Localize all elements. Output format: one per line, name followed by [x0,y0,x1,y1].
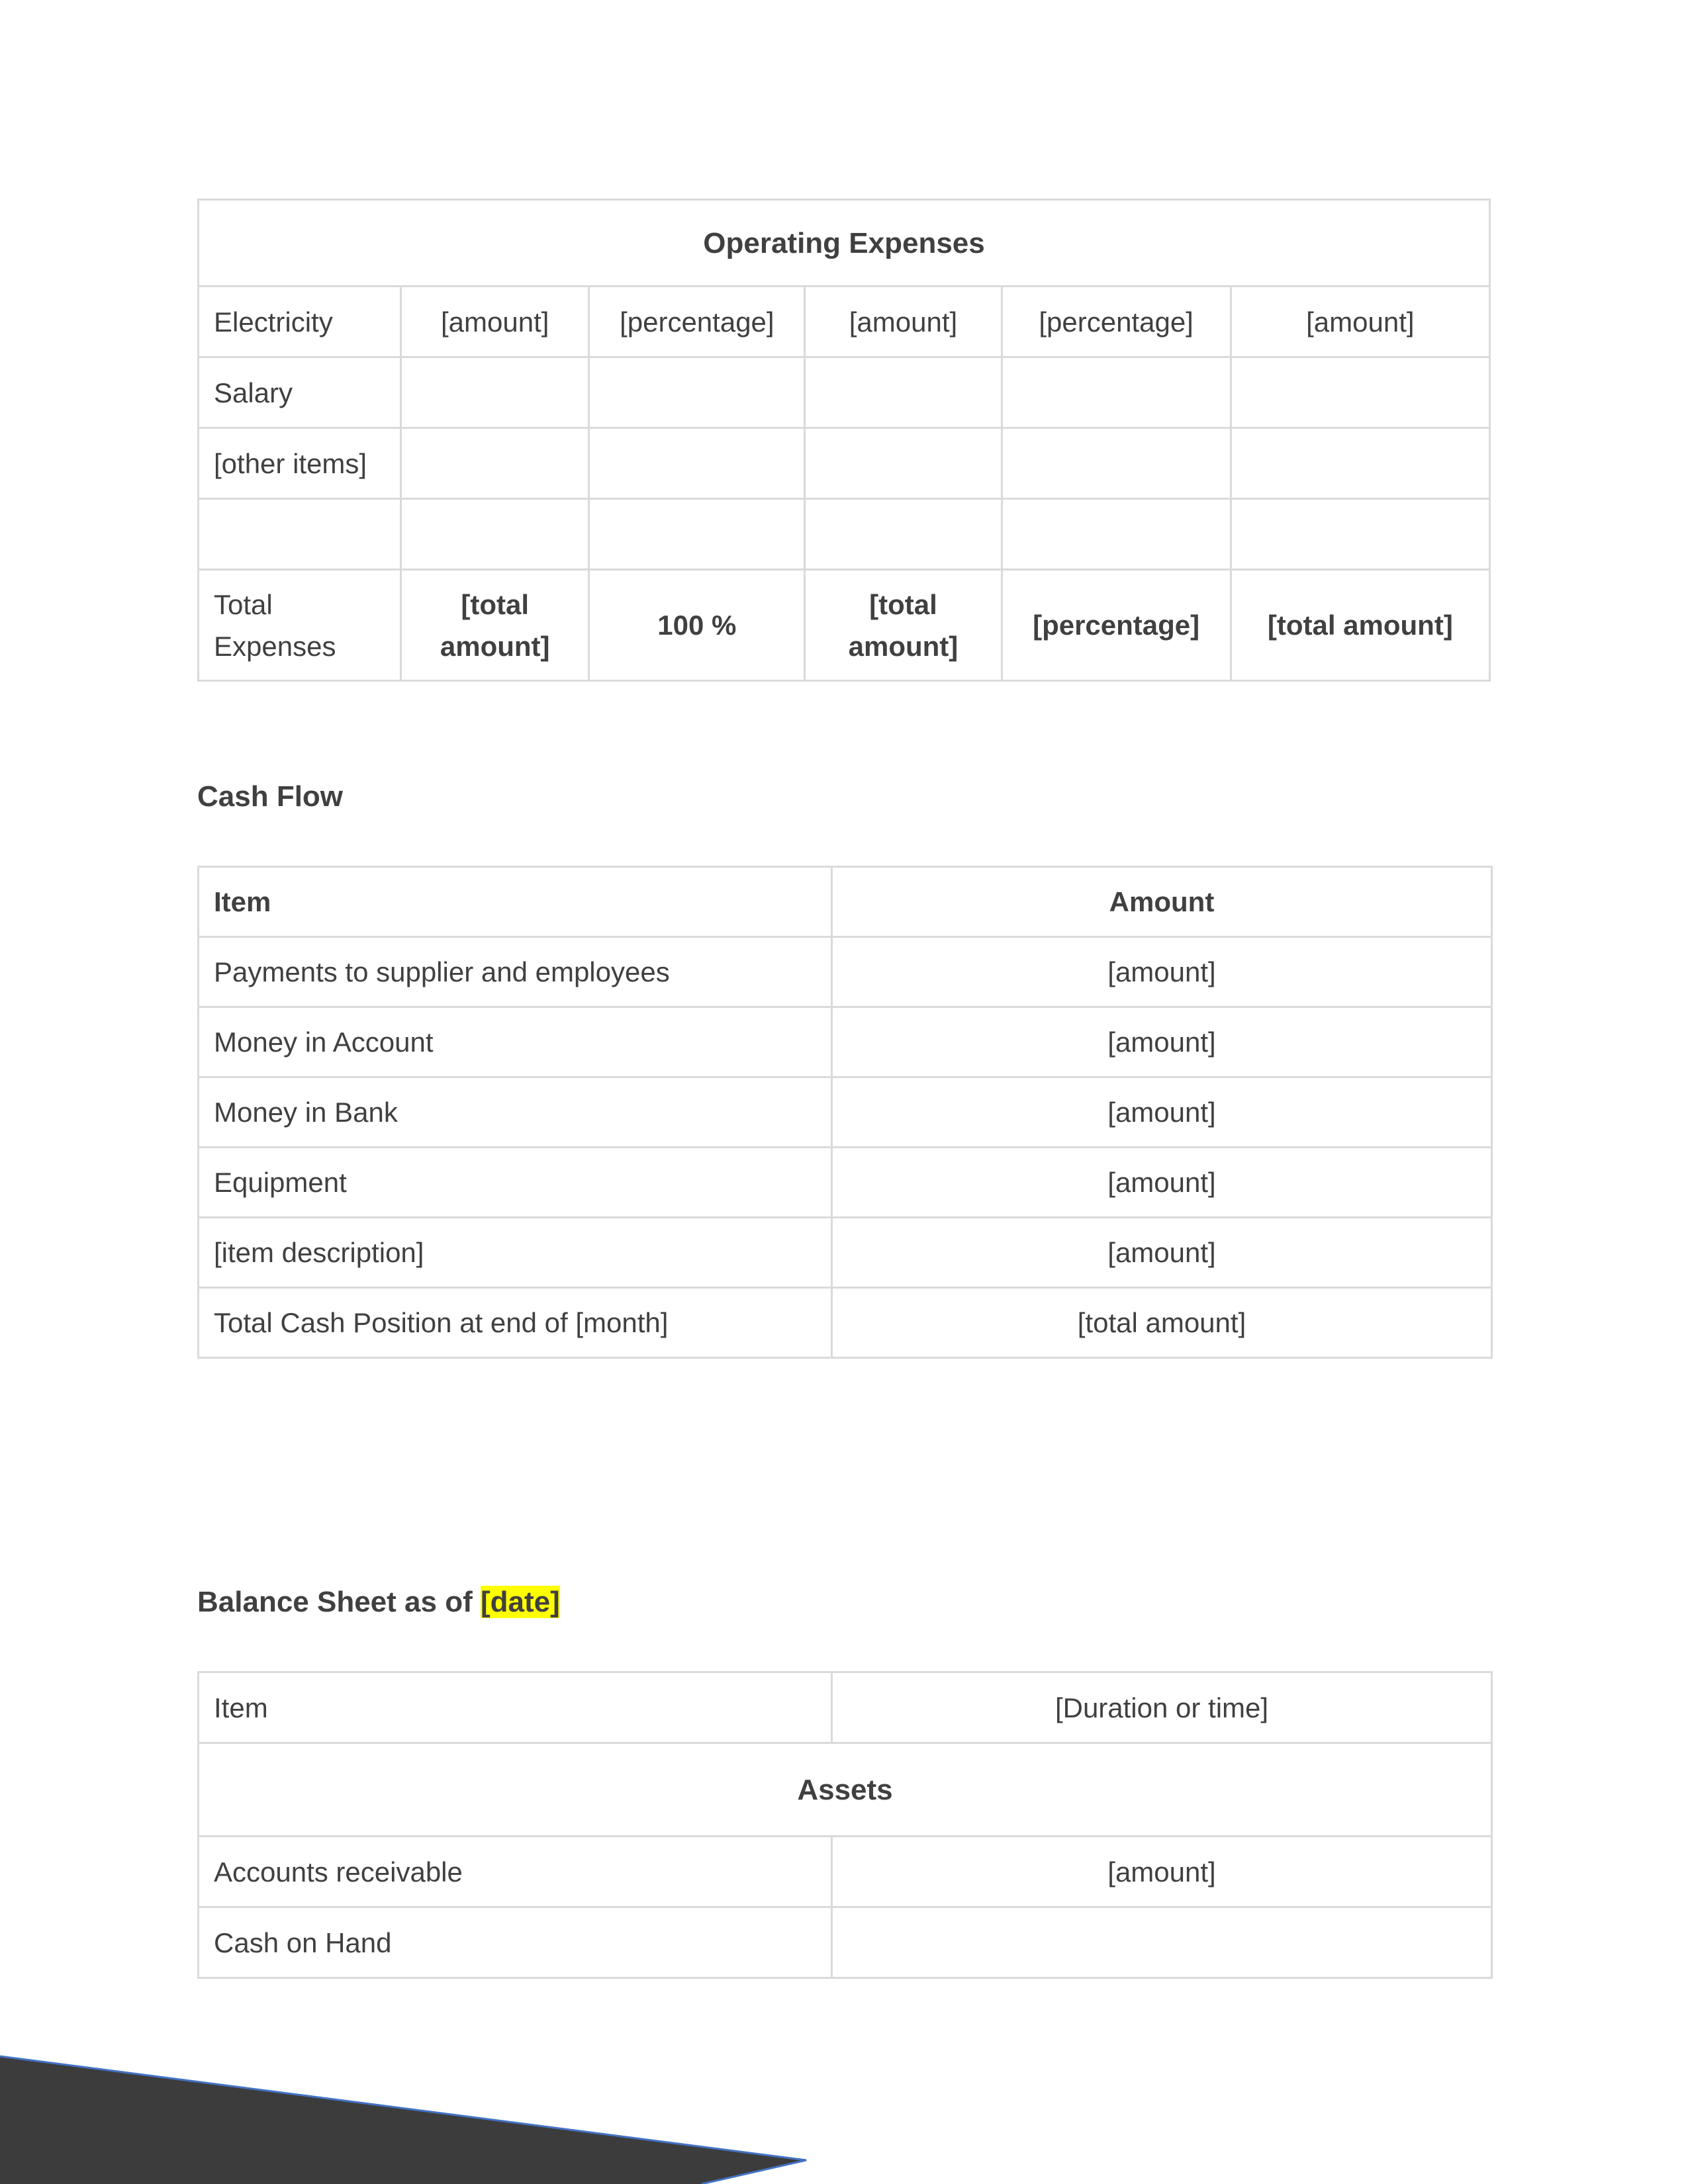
column-header-period: [Duration or time] [832,1672,1492,1743]
table-row [199,1288,1492,1358]
table-cell [805,428,1002,499]
item-cell: Accounts receivable [199,1837,832,1907]
total-cell: [total amount] [401,570,589,681]
row-label: [other items] [199,428,401,499]
section-row [199,1743,1492,1837]
table-row [199,1218,1492,1288]
row-label: Total Expenses [199,570,401,681]
item-cell: Equipment [199,1148,832,1218]
item-cell: Money in Bank [199,1077,832,1148]
table-cell [805,357,1002,428]
table-header-row [199,1672,1492,1743]
table-cell [401,428,589,499]
table-cell [1231,428,1489,499]
column-header-item: Item [199,1672,832,1743]
table-cell [1002,357,1231,428]
item-cell: Total Cash Position at end of [month] [199,1288,832,1358]
balance-sheet-date-placeholder: [date] [480,1586,560,1618]
table-cell [401,357,589,428]
total-expenses-row [199,570,1490,681]
table-cell [401,499,589,570]
table-row [199,357,1490,428]
table-row [199,428,1490,499]
table-cell: [amount] [1231,287,1489,357]
balance-sheet-heading [197,1582,560,1622]
table-cell [1231,357,1489,428]
row-label: Salary [199,357,401,428]
table-title-row [199,200,1490,287]
table-cell: [amount] [401,287,589,357]
table-cell [1002,499,1231,570]
amount-cell: [amount] [832,1218,1492,1288]
assets-section-label: Assets [199,1743,1492,1837]
cash-flow-heading: Cash Flow [197,780,344,813]
row-label [199,499,401,570]
total-cell: [total amount] [805,570,1002,681]
table-cell [589,499,805,570]
item-cell: Cash on Hand [199,1907,832,1978]
table-cell [589,428,805,499]
item-cell: [item description] [199,1218,832,1288]
table-row [199,287,1490,357]
balance-sheet-table [197,1671,1493,1979]
footer-shape [0,2056,806,2184]
cash-flow-table [197,866,1493,1359]
balance-sheet-heading-prefix: Balance Sheet as of [197,1586,473,1618]
amount-cell: [amount] [832,1837,1492,1907]
total-cell: [percentage] [1002,570,1231,681]
operating-expenses-table [197,199,1491,682]
amount-cell: [amount] [832,1007,1492,1077]
table-cell: [percentage] [589,287,805,357]
table-cell [1002,428,1231,499]
column-header-amount: Amount [832,867,1492,937]
table-row [199,1077,1492,1148]
table-cell [805,499,1002,570]
table-cell: [amount] [805,287,1002,357]
item-cell: Money in Account [199,1007,832,1077]
operating-expenses-title: Operating Expenses [199,200,1490,287]
table-row [199,1837,1492,1907]
table-header-row [199,867,1492,937]
footer-decoration [0,2052,1688,2184]
total-cell: [total amount] [1231,570,1489,681]
amount-cell [832,1907,1492,1978]
table-cell: [percentage] [1002,287,1231,357]
table-row [199,937,1492,1007]
amount-cell: [amount] [832,1148,1492,1218]
amount-cell: [total amount] [832,1288,1492,1358]
item-cell: Payments to supplier and employees [199,937,832,1007]
column-header-item: Item [199,867,832,937]
table-cell [589,357,805,428]
table-row [199,499,1490,570]
total-cell: 100 % [589,570,805,681]
table-row [199,1907,1492,1978]
amount-cell: [amount] [832,1077,1492,1148]
table-cell [1231,499,1489,570]
row-label: Electricity [199,287,401,357]
table-row [199,1148,1492,1218]
amount-cell: [amount] [832,937,1492,1007]
table-row [199,1007,1492,1077]
